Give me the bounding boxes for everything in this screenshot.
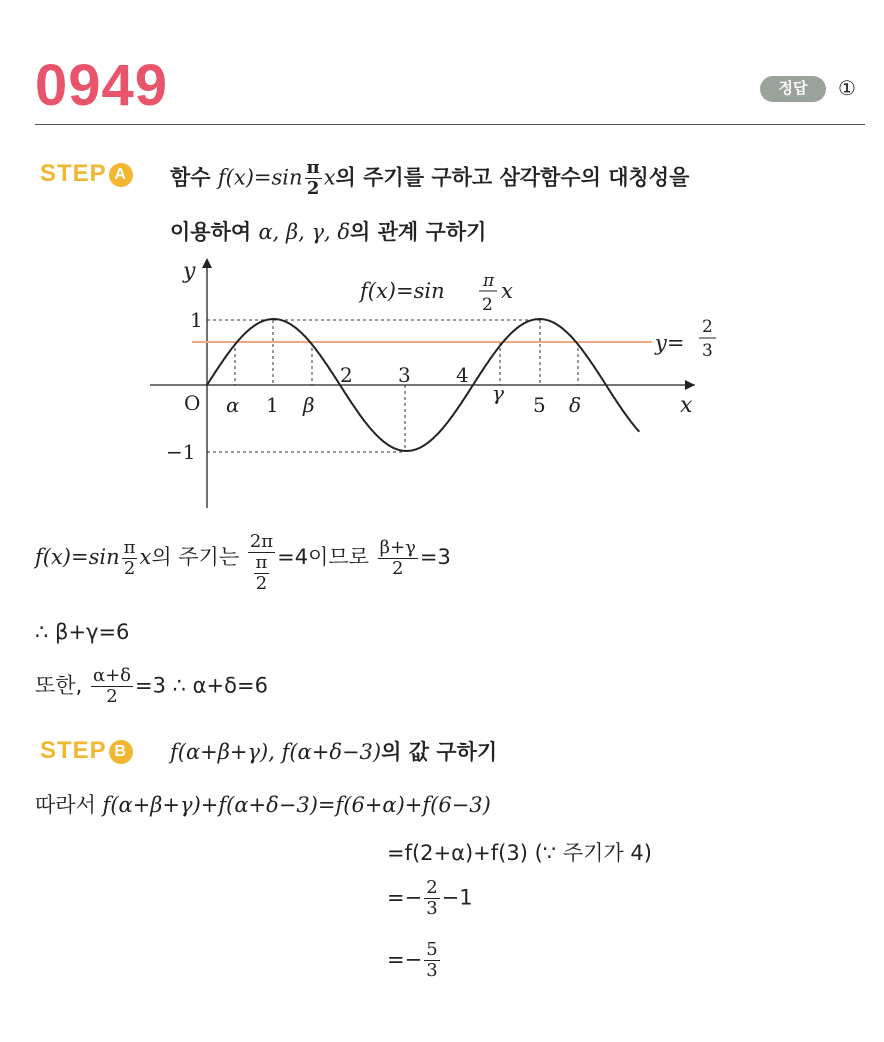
period-line: f(x)=sin $\frac{\pi}{2}$ x의 주기는 $\frac{2\pi}{\frac{\pi}{2}}$ =4이므로 $\frac{\beta+\gamma}{2}$ =3 xyxy=(35,531,451,594)
func-frac-den: 2 xyxy=(482,295,493,315)
label-alpha: α xyxy=(226,393,240,417)
answer-badge: 정답 xyxy=(760,76,826,102)
tick-x-4: 4 xyxy=(456,363,469,387)
problem-number: 0949 xyxy=(35,53,169,118)
func-frac-num: π xyxy=(483,271,495,291)
calc-line-4: =− $\frac{5}{3}$ xyxy=(387,939,438,981)
answer-value: ① xyxy=(838,76,856,100)
step-b-label: STEP B xyxy=(40,737,133,765)
x-axis-label: x xyxy=(680,393,693,418)
calc-line-1: 따라서 f(α+β+γ)+f(α+δ−3)=f(6+α)+f(6−3) xyxy=(35,793,491,817)
line-frac-den: 3 xyxy=(702,341,713,361)
line-label: y= xyxy=(655,331,685,355)
guide-lines xyxy=(207,320,578,452)
calc-line-3: =− $\frac{2}{3}$ −1 xyxy=(387,877,473,919)
tick-x-5: 5 xyxy=(533,393,546,417)
tick-x-1: 1 xyxy=(266,393,279,417)
step-b-title: f(α+β+γ), f(α+δ−3)의 값 구하기 xyxy=(170,740,498,764)
tick-x-3: 3 xyxy=(398,363,411,387)
tick-y-1: 1 xyxy=(190,308,203,332)
tick-y-neg1: −1 xyxy=(166,440,196,464)
line-frac-num: 2 xyxy=(702,317,713,337)
origin-label: O xyxy=(184,391,201,415)
label-gamma: γ xyxy=(492,381,504,405)
label-beta: β xyxy=(303,393,315,417)
alpha-delta-line: 또한, $\frac{\alpha+\delta}{2}$ =3 ∴ α+δ=6 xyxy=(35,665,268,707)
step-b-letter: B xyxy=(109,740,133,764)
sine-graph xyxy=(0,250,884,520)
y-axis-label: y xyxy=(183,259,196,284)
y-axis-arrow xyxy=(202,258,212,268)
calc-line-2: =f(2+α)+f(3) (∵ 주기가 4) xyxy=(387,841,652,865)
step-a-letter: A xyxy=(109,163,133,187)
label-delta: δ xyxy=(569,393,582,417)
step-a-title-line2: 이용하여 α, β, γ, δ의 관계 구하기 xyxy=(170,220,487,244)
x-axis-arrow xyxy=(685,380,695,390)
beta-gamma-sum: ∴ β+γ=6 xyxy=(35,620,130,644)
step-a-label: STEP A xyxy=(40,160,133,188)
header-divider xyxy=(35,124,865,125)
tick-x-2: 2 xyxy=(340,363,353,387)
func-label: f(x)=sin xyxy=(360,279,445,303)
step-a-title: 함수 f(x)=sin $\frac{\pi}{2}$ x의 주기를 구하고 삼각함수의 대칭성을 xyxy=(170,157,690,199)
func-x: x xyxy=(501,279,513,303)
